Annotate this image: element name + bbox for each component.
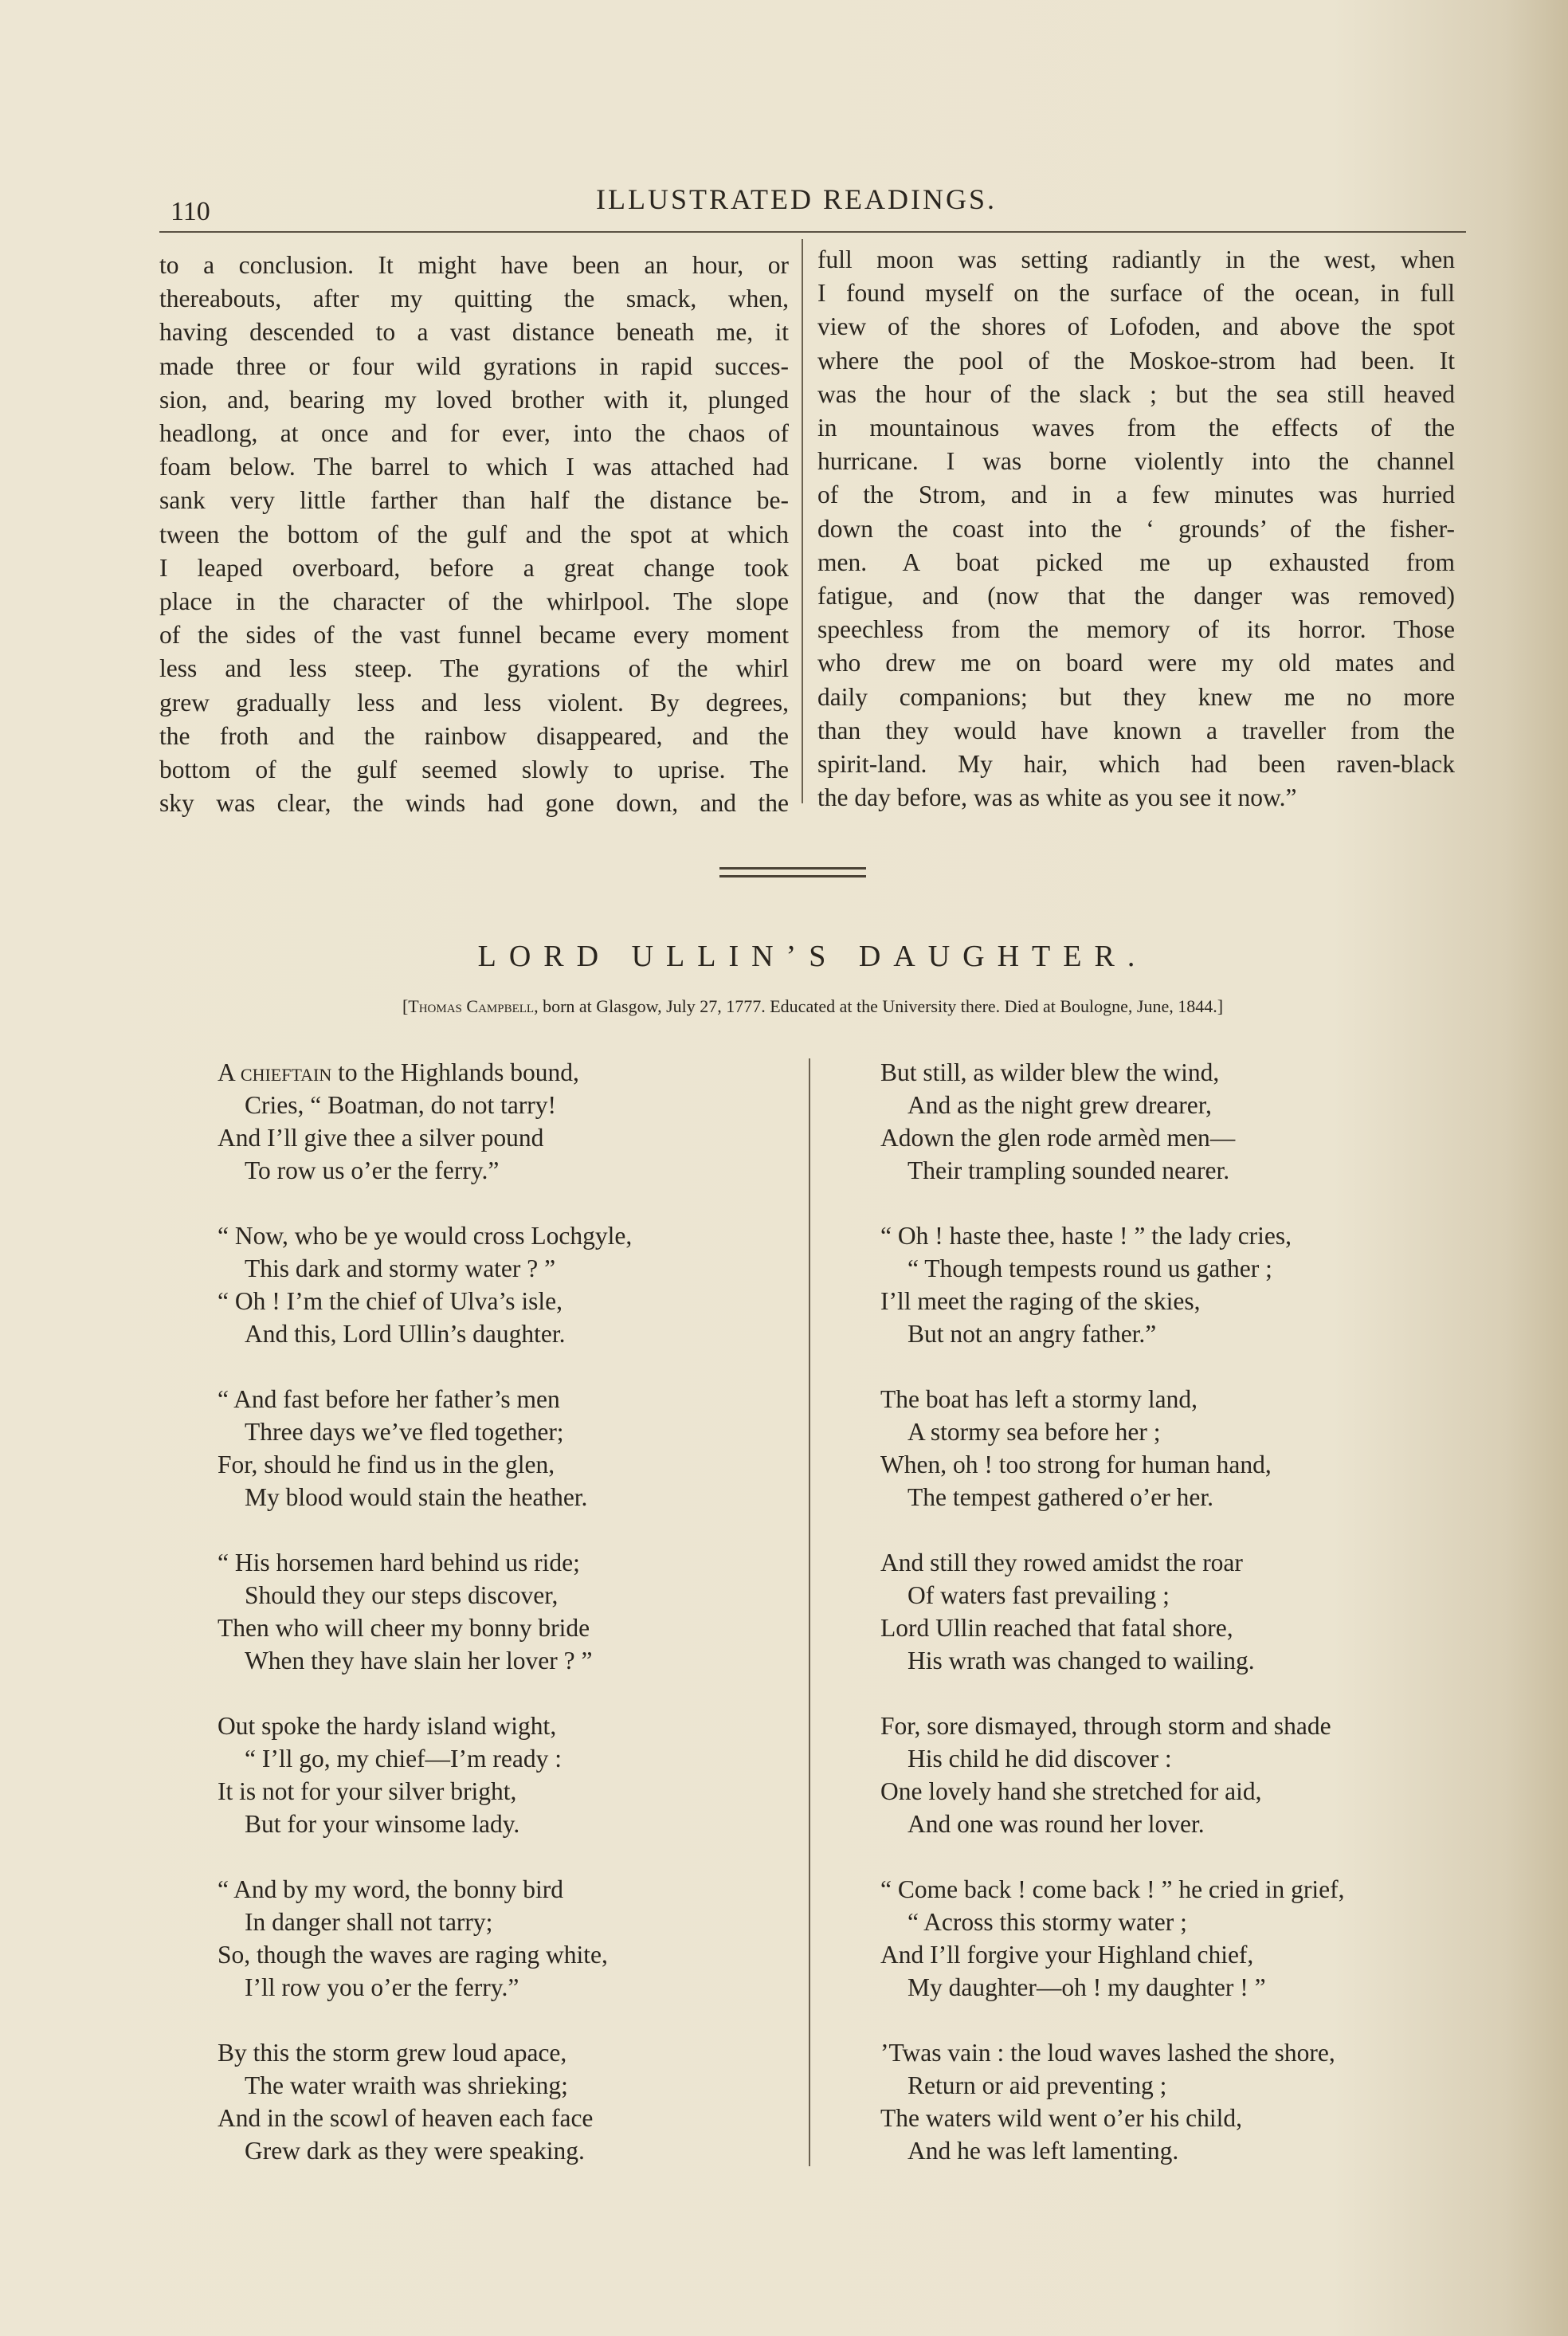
column-divider <box>802 239 803 803</box>
poem-line: Return or aid preventing ; <box>907 2071 1167 2099</box>
poem-line: The waters wild went o’er his child, <box>880 2104 1242 2132</box>
poem-line: “ Come back ! come back ! ” he cried in grief, <box>880 1875 1345 1903</box>
prose-line: the froth and the rainbow disappeared, and the <box>159 721 789 750</box>
poem-line: “ I’ll go, my chief—I’m ready : <box>245 1745 562 1773</box>
poem-line: My blood would stain the heather. <box>245 1483 588 1511</box>
stanza <box>880 1873 1462 2004</box>
running-title: ILLUSTRATED READINGS. <box>596 183 997 215</box>
poem-line: Then who will cheer my bonny bride <box>218 1614 590 1642</box>
prose-line: of the Strom, and in a few minutes was hurried <box>817 481 1455 509</box>
page-header <box>159 179 1466 227</box>
poem-line: So, though the waves are raging white, <box>218 1941 608 1969</box>
poem-line: “ And fast before her father’s men <box>218 1385 560 1413</box>
prose-line: foam below. The barrel to which I was attached had <box>159 453 789 481</box>
prose-line: than they would have known a traveller from the <box>817 716 1455 744</box>
poem-line: Adown the glen rode armèd men— <box>880 1124 1236 1152</box>
prose-line: speechless from the memory of its horror. Those <box>817 615 1455 644</box>
section-rule-bottom <box>719 875 866 877</box>
prose-line: thereabouts, after my quitting the smack, when, <box>159 285 789 313</box>
poem-line: For, should he find us in the glen, <box>218 1451 555 1478</box>
poem-line: A stormy sea before her ; <box>907 1418 1161 1446</box>
stanza <box>880 1546 1462 1677</box>
poem-line: When, oh ! too strong for human hand, <box>880 1451 1272 1478</box>
prose-line: view of the shores of Lofoden, and above the spot <box>817 312 1455 341</box>
poem-line: “ Now, who be ye would cross Lochgyle, <box>218 1222 633 1250</box>
prose-line: was the hour of the slack ; but the sea still heaved <box>817 379 1455 408</box>
poem-line: I’ll meet the raging of the skies, <box>880 1287 1201 1315</box>
poem-line: “ And by my word, the bonny bird <box>218 1875 563 1903</box>
poem-line: Grew dark as they were speaking. <box>245 2137 585 2165</box>
stanza <box>218 1873 799 2004</box>
poem-line: And he was left lamenting. <box>907 2137 1179 2165</box>
prose-line: less and less steep. The gyrations of the whirl <box>159 654 789 683</box>
poem-line: In danger shall not tarry; <box>245 1908 493 1936</box>
poem-line: And still they rowed amidst the roar <box>880 1549 1243 1576</box>
prose-line: to a conclusion. It might have been an hour, or <box>159 251 789 279</box>
poem-line: Should they our steps discover, <box>245 1581 559 1609</box>
poem-line: Out spoke the hardy island wight, <box>218 1712 557 1740</box>
prose-line: in mountainous waves from the effects of the <box>817 414 1455 442</box>
poem-line: For, sore dismayed, through storm and shade <box>880 1712 1331 1740</box>
author-name: Thomas Campbell <box>408 996 535 1016</box>
prose-column-right <box>817 243 1455 815</box>
stanza <box>218 2036 799 2167</box>
prose-line: place in the character of the whirlpool. The slope <box>159 587 789 616</box>
prose-line: of the sides of the vast funnel became every moment <box>159 621 789 650</box>
prose-line: sion, and, bearing my loved brother with it, plunged <box>159 385 789 414</box>
poem-line: “ Across this stormy water ; <box>907 1908 1187 1936</box>
prose-line: headlong, at once and for ever, into the chaos of <box>159 419 789 448</box>
poem-line: Their trampling sounded nearer. <box>907 1156 1230 1184</box>
page-number: 110 <box>171 197 210 226</box>
poem-line: “ Though tempests round us gather ; <box>907 1254 1272 1282</box>
poem-line: This dark and stormy water ? ” <box>245 1254 556 1282</box>
poem-line: The boat has left a stormy land, <box>880 1385 1198 1413</box>
prose-line: where the pool of the Moskoe-strom had been. It <box>817 346 1455 375</box>
poem-column-left <box>218 1056 799 2200</box>
prose-line: having descended to a vast distance beneath me, it <box>159 318 789 347</box>
stanza <box>880 1056 1462 1187</box>
poem-line: “ Oh ! I’m the chief of Ulva’s isle, <box>218 1287 563 1315</box>
prose-line: sky was clear, the winds had gone down, and the <box>159 789 789 818</box>
poem-line: And this, Lord Ullin’s daughter. <box>245 1320 566 1348</box>
prose-line: made three or four wild gyrations in rapid succes- <box>159 351 789 380</box>
header-rule <box>159 231 1466 233</box>
poem-line: One lovely hand she stretched for aid, <box>880 1777 1262 1805</box>
stanza <box>218 1056 799 1187</box>
prose-line: spirit-land. My hair, which had been raven-black <box>817 750 1455 779</box>
stanza <box>880 1710 1462 1840</box>
stanza <box>218 1710 799 1840</box>
poem-line: My daughter—oh ! my daughter ! ” <box>907 1973 1266 2001</box>
stanza <box>880 2036 1462 2167</box>
prose-line: tween the bottom of the gulf and the spot at which <box>159 520 789 548</box>
poem-line: The tempest gathered o’er her. <box>907 1483 1213 1511</box>
prose-line: fatigue, and (now that the danger was removed) <box>817 582 1455 611</box>
poem-line: “ His horsemen hard behind us ride; <box>218 1549 580 1576</box>
poem-line: But still, as wilder blew the wind, <box>880 1058 1220 1086</box>
poem-line: A chieftain to the Highlands bound, <box>218 1058 579 1086</box>
prose-line: hurricane. I was borne violently into the channel <box>817 447 1455 476</box>
prose-line: the day before, was as white as you see it now.” <box>817 783 1297 812</box>
prose-line: daily companions; but they knew me no more <box>817 682 1455 711</box>
prose-line: full moon was setting radiantly in the west, when <box>817 245 1455 273</box>
poem-line: But for your winsome lady. <box>245 1810 520 1838</box>
prose-line: down the coast into the ‘ grounds’ of the fisher- <box>817 514 1455 543</box>
poem-line: The water wraith was shrieking; <box>245 2071 568 2099</box>
prose-line: men. A boat picked me up exhausted from <box>817 548 1455 576</box>
poem-line: Of waters fast prevailing ; <box>907 1581 1170 1609</box>
section-rule-top <box>719 867 866 870</box>
prose-line: I leaped overboard, before a great change took <box>159 553 789 582</box>
stanza <box>218 1546 799 1677</box>
poem-title: LORD ULLIN’S DAUGHTER. <box>477 940 1148 973</box>
prose-line: I found myself on the surface of the ocean, in full <box>817 279 1455 308</box>
poem-line: “ Oh ! haste thee, haste ! ” the lady cries, <box>880 1222 1292 1250</box>
poem-column-divider <box>809 1058 810 2166</box>
stanza <box>880 1219 1462 1350</box>
poem-line: And I’ll give thee a silver pound <box>218 1124 544 1152</box>
poem-line: And as the night grew drearer, <box>907 1091 1212 1119</box>
prose-line: who drew me on board were my old mates and <box>817 649 1455 677</box>
poem-line: And in the scowl of heaven each face <box>218 2104 594 2132</box>
stanza <box>218 1219 799 1350</box>
poem-line: It is not for your silver bright, <box>218 1777 517 1805</box>
prose-column-left <box>159 249 789 820</box>
attribution-details: , born at Glasgow, July 27, 1777. Educated at the University there. Died at Boulogne, June, 1844.] <box>534 996 1224 1016</box>
poem-line: His child he did discover : <box>907 1745 1172 1773</box>
poem-line: But not an angry father.” <box>907 1320 1157 1348</box>
stanza <box>880 1383 1462 1513</box>
stanza <box>218 1383 799 1513</box>
poem-column-right <box>880 1056 1462 2200</box>
poem-line: To row us o’er the ferry.” <box>245 1156 500 1184</box>
poem-line: And one was round her lover. <box>907 1810 1205 1838</box>
poem-line: His wrath was changed to wailing. <box>907 1647 1255 1674</box>
poem-line: ’Twas vain : the loud waves lashed the shore, <box>880 2039 1335 2067</box>
prose-line: bottom of the gulf seemed slowly to uprise. The <box>159 756 789 784</box>
poem-line: And I’ll forgive your Highland chief, <box>880 1941 1254 1969</box>
poem-line: Cries, “ Boatman, do not tarry! <box>245 1091 557 1119</box>
poem-line: By this the storm grew loud apace, <box>218 2039 567 2067</box>
prose-line: grew gradually less and less violent. By degrees, <box>159 688 789 717</box>
poem-line: Lord Ullin reached that fatal shore, <box>880 1614 1233 1642</box>
poem-attribution <box>159 996 1466 1017</box>
poem-line: I’ll row you o’er the ferry.” <box>245 1973 519 2001</box>
prose-line: sank very little farther than half the distance be- <box>159 486 789 515</box>
poem-line: When they have slain her lover ? ” <box>245 1647 593 1674</box>
poem-line: Three days we’ve fled together; <box>245 1418 564 1446</box>
attribution-bracket: [ <box>402 996 409 1016</box>
